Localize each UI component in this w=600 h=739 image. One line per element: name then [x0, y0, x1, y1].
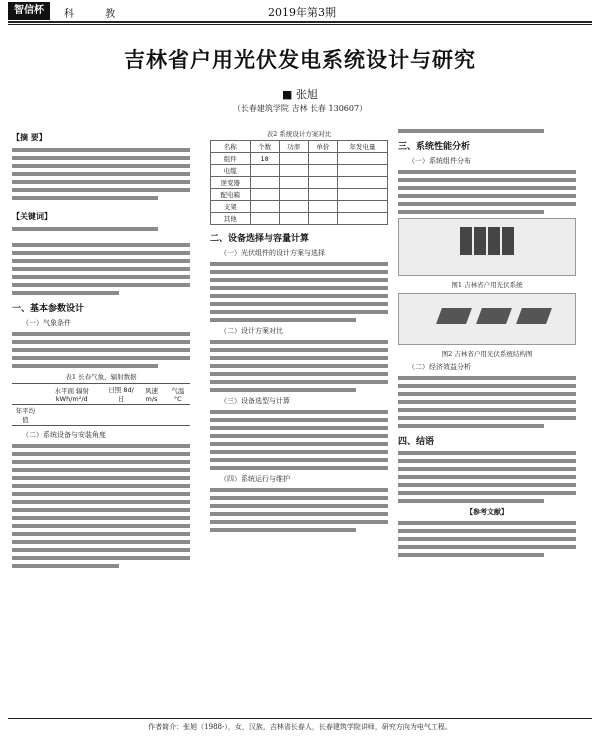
column-right	[398, 125, 576, 561]
table-cell	[39, 405, 105, 426]
header-rule	[8, 21, 592, 23]
column-left	[12, 125, 190, 572]
table-row	[12, 405, 190, 426]
table-cell	[137, 405, 165, 426]
table-header-cell: 单价	[308, 141, 337, 153]
section-heading: 四、结语	[398, 437, 435, 447]
figure-caption: 图1 吉林省户用光伏系统	[451, 281, 523, 289]
table-header-cell: 风速 m/s	[137, 384, 165, 405]
table-row	[211, 165, 388, 177]
weather-table	[12, 383, 190, 426]
subsection-heading: （三）设备选型与计算	[220, 397, 290, 405]
table-header-cell: 名称	[211, 141, 251, 153]
table-row	[211, 189, 388, 201]
section-category: 科 教	[64, 9, 130, 20]
table-header-cell: 气温 °C	[166, 384, 190, 405]
column-middle	[210, 125, 388, 536]
table-header-cell: 年发电量	[337, 141, 387, 153]
abstract-label: 【摘 要】	[12, 133, 47, 142]
abstract	[12, 125, 190, 200]
pv-structure-diagram	[398, 293, 576, 345]
subsection-heading: （四）系统运行与维护	[220, 475, 290, 483]
subsection-heading: （一）系统组件分布	[408, 157, 471, 165]
table-header-cell: 日照 8d/日	[105, 384, 137, 405]
table-cell	[105, 405, 137, 426]
affiliation: （长春建筑学院 吉林 长春 130607）	[232, 104, 368, 113]
subsection-heading: （一）光伏组件的设计方案与选择	[220, 249, 325, 257]
author: ■ 张旭	[282, 88, 318, 101]
author-bio-footnote: 作者简介：张旭（1988-），女，汉族，吉林省长春人，长春建筑学院讲师，研究方向为电气工程。	[148, 723, 452, 731]
table-header-row	[12, 384, 190, 405]
table-caption: 表1 长春气象、辐射数据	[65, 373, 137, 381]
table-row	[211, 213, 388, 225]
subsection-heading: （二）设计方案对比	[220, 327, 283, 335]
table-cell	[166, 405, 190, 426]
table-cell: 配电箱	[211, 189, 251, 201]
keywords	[12, 204, 190, 231]
section-heading: 一、基本参数设计	[12, 304, 85, 314]
subsection-heading: （二）系统设备与安装角度	[22, 431, 106, 439]
running-header	[0, 0, 600, 26]
table-header-cell: 功率	[279, 141, 308, 153]
table-row	[211, 201, 388, 213]
design-scheme-table	[210, 140, 388, 225]
footer-rule	[8, 718, 592, 719]
table-header-cell: 水平面 辐射 kWh/m²/d	[39, 384, 105, 405]
table-cell: 支架	[211, 201, 251, 213]
table-cell: 其他	[211, 213, 251, 225]
table-cell: 电缆	[211, 165, 251, 177]
journal-logo: 智信杯	[8, 2, 50, 20]
header-rule-thin	[8, 24, 592, 25]
table-row	[211, 177, 388, 189]
pv-system-photo	[398, 218, 576, 276]
keywords-label: 【关键词】	[12, 212, 52, 221]
table-caption: 表2 系统设计方案对比	[266, 130, 332, 138]
article-title: 吉林省户用光伏发电系统设计与研究	[124, 48, 476, 72]
table-header-cell	[12, 384, 39, 405]
references-label: 【参考文献】	[466, 507, 508, 516]
table-header-row	[211, 141, 388, 153]
table-cell: 年平均值	[12, 405, 39, 426]
figure-caption: 图2 吉林省户用光伏系统结构图	[441, 350, 533, 358]
subsection-heading: （二）经济效益分析	[408, 363, 471, 371]
section-heading: 三、系统性能分析	[398, 142, 471, 152]
table-header-cell: 个数	[250, 141, 279, 153]
table-cell: 组件	[211, 153, 251, 165]
table-cell: 18	[250, 153, 279, 165]
issue-number: 2019年第3期	[268, 6, 336, 19]
table-row	[211, 153, 388, 165]
section-heading: 二、设备选择与容量计算	[210, 234, 310, 244]
subsection-heading: （一）气象条件	[22, 319, 71, 327]
table-cell: 逆变器	[211, 177, 251, 189]
